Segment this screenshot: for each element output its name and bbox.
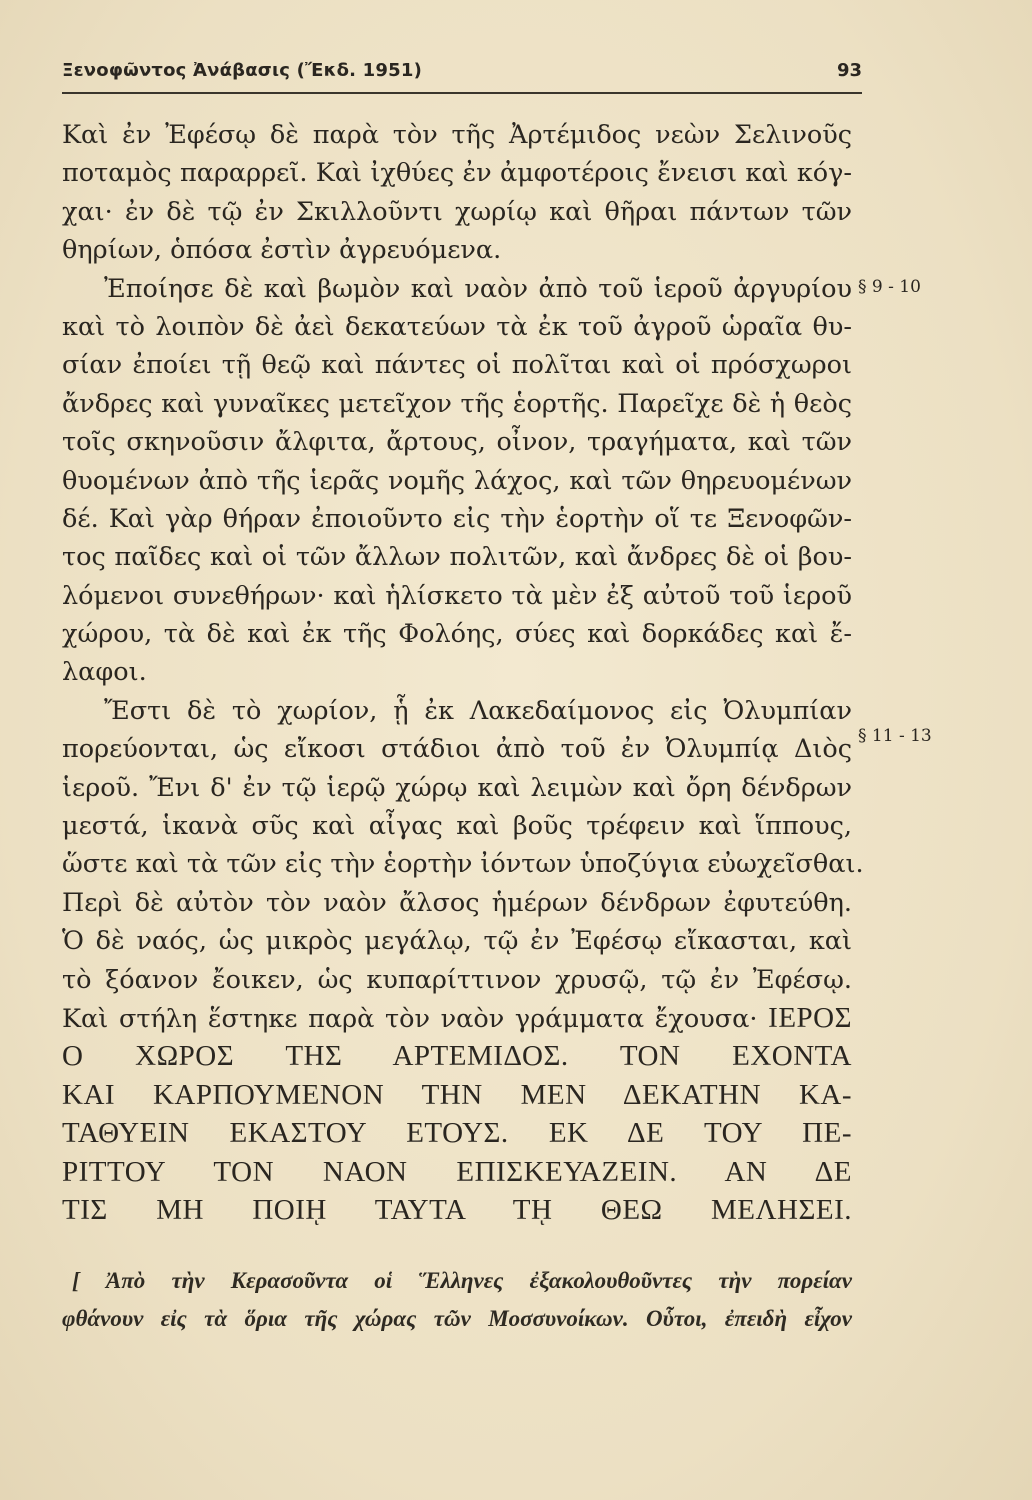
text-line: καὶ τὸ λοιπὸν δὲ ἀεὶ δεκατεύων τὰ ἐκ τοῦ ἀγροῦ ὡραῖα θυ-	[62, 311, 852, 342]
text-line: χαι· ἐν δὲ τῷ ἐν Σκιλλοῦντι χωρίῳ καὶ θῆραι πάντων τῶν	[62, 196, 852, 227]
text-line: λαφοι.	[62, 657, 147, 688]
text-line: τὸ ξόανον ἔοικεν, ὡς κυπαρίττινον χρυσῷ, τῷ ἐν Ἐφέσῳ.	[62, 964, 852, 995]
main-text	[62, 116, 864, 1229]
section-marker: § 11 - 13	[858, 726, 932, 746]
text-line: τος παῖδες καὶ οἱ τῶν ἄλλων πολιτῶν, καὶ ἄνδρες δὲ οἱ βου-	[62, 542, 852, 573]
note-line: φθάνουν εἰς τὰ ὅρια τῆς χώρας τῶν Μοσσυνοίκων. Οὗτοι, ἐπειδὴ εἶχον	[62, 1306, 852, 1331]
text-line: τοῖς σκηνοῦσιν ἄλφιτα, ἄρτους, οἶνον, τραγήματα, καὶ τῶν	[62, 427, 852, 458]
running-title: Ξενοφῶντος Ἀνάβασις (Ἔκδ. 1951)	[62, 60, 422, 81]
note-line: [ Ἀπὸ τὴν Κερασοῦντα οἱ Ἕλληνες ἐξακολουθοῦντες τὴν πορείαν	[72, 1268, 852, 1293]
text-line: ὥστε καὶ τὰ τῶν εἰς τὴν ἑορτὴν ἰόντων ὑποζύγια εὐωχεῖσθαι.	[62, 849, 864, 880]
inscription-text: ΙΕΡΟΣ	[768, 1001, 852, 1034]
page-number: 93	[836, 60, 862, 81]
text-line: σίαν ἐποίει τῇ θεῷ καὶ πάντες οἱ πολῖται καὶ οἱ πρόσχωροι	[62, 350, 852, 381]
text-line: μεστά, ἱκανὰ σῦς καὶ αἶγας καὶ βοῦς τρέφειν καὶ ἵππους,	[62, 811, 852, 842]
text-line: Περὶ δὲ αὐτὸν τὸν ναὸν ἄλσος ἡμέρων δένδρων ἐφυτεύθη.	[62, 887, 852, 918]
inscription-line: ΚΑΙ ΚΑΡΠΟΥΜΕΝΟΝ ΤΗΝ ΜΕΝ ΔΕΚΑΤΗΝ ΚΑ-	[62, 1078, 852, 1111]
inscription-line: Ο ΧΩΡΟΣ ΤΗΣ ΑΡΤΕΜΙΔΟΣ. ΤΟΝ ΕΧΟΝΤΑ	[62, 1040, 852, 1073]
stele-intro: Καὶ στήλη ἕστηκε παρὰ τὸν ναὸν γράμματα ἔχουσα·	[62, 1003, 758, 1034]
text-line	[62, 999, 852, 1037]
text-line: ποταμὸς παραρρεῖ. Καὶ ἰχθύες ἐν ἀμφοτέροις ἔνεισι καὶ κόγ-	[62, 158, 852, 189]
text-line: Ἐποίησε δὲ καὶ βωμὸν καὶ ναὸν ἀπὸ τοῦ ἱεροῦ ἀργυρίου	[104, 273, 852, 304]
text-line: ἱεροῦ. Ἔνι δ' ἐν τῷ ἱερῷ χώρῳ καὶ λειμὼν καὶ ὄρη δένδρων	[62, 772, 852, 803]
section-marker: § 9 - 10	[858, 277, 921, 297]
text-line: Ὁ δὲ ναός, ὡς μικρὸς μεγάλῳ, τῷ ἐν Ἐφέσῳ εἴκασται, καὶ	[62, 926, 852, 957]
text-line: θυομένων ἀπὸ τῆς ἱερᾶς νομῆς λάχος, καὶ τῶν θηρευομένων	[62, 465, 852, 496]
text-line: χώρου, τὰ δὲ καὶ ἐκ τῆς Φολόης, σύες καὶ δορκάδες καὶ ἔ-	[62, 619, 852, 650]
text-line: λόμενοι συνεθήρων· καὶ ἡλίσκετο τὰ μὲν ἐξ αὐτοῦ τοῦ ἱεροῦ	[62, 580, 852, 611]
text-line: πορεύονται, ὡς εἴκοσι στάδιοι ἀπὸ τοῦ ἐν Ὀλυμπίᾳ Διὸς	[62, 734, 852, 765]
text-line: Καὶ ἐν Ἐφέσῳ δὲ παρὰ τὸν τῆς Ἀρτέμιδος νεὼν Σελινοῦς	[62, 120, 852, 150]
text-line: δέ. Καὶ γὰρ θήραν ἐποιοῦντο εἰς τὴν ἑορτὴν οἵ τε Ξενοφῶν-	[62, 503, 852, 534]
page-header	[62, 58, 862, 94]
text-line: Ἔστι δὲ τὸ χωρίον, ᾗ ἐκ Λακεδαίμονος εἰς Ὀλυμπίαν	[104, 695, 852, 726]
inscription-line: ΤΑΘΥΕΙΝ ΕΚΑΣΤΟΥ ΕΤΟΥΣ. ΕΚ ΔΕ ΤΟΥ ΠΕ-	[62, 1117, 852, 1150]
summary-note	[62, 1262, 852, 1338]
inscription-line: ΡΙΤΤΟΥ ΤΟΝ ΝΑΟΝ ΕΠΙΣΚΕΥΑΖΕΙΝ. ΑΝ ΔΕ	[62, 1155, 852, 1188]
inscription-line: ΤΙΣ ΜΗ ΠΟΙῌ ΤΑΥΤΑ Τῌ ΘΕΩ ΜΕΛΗΣΕΙ.	[62, 1193, 852, 1226]
text-line: θηρίων, ὁπόσα ἐστὶν ἀγρευόμενα.	[62, 235, 502, 266]
text-line: ἄνδρες καὶ γυναῖκες μετεῖχον τῆς ἑορτῆς. Παρεῖχε δὲ ἡ θεὸς	[62, 388, 852, 419]
